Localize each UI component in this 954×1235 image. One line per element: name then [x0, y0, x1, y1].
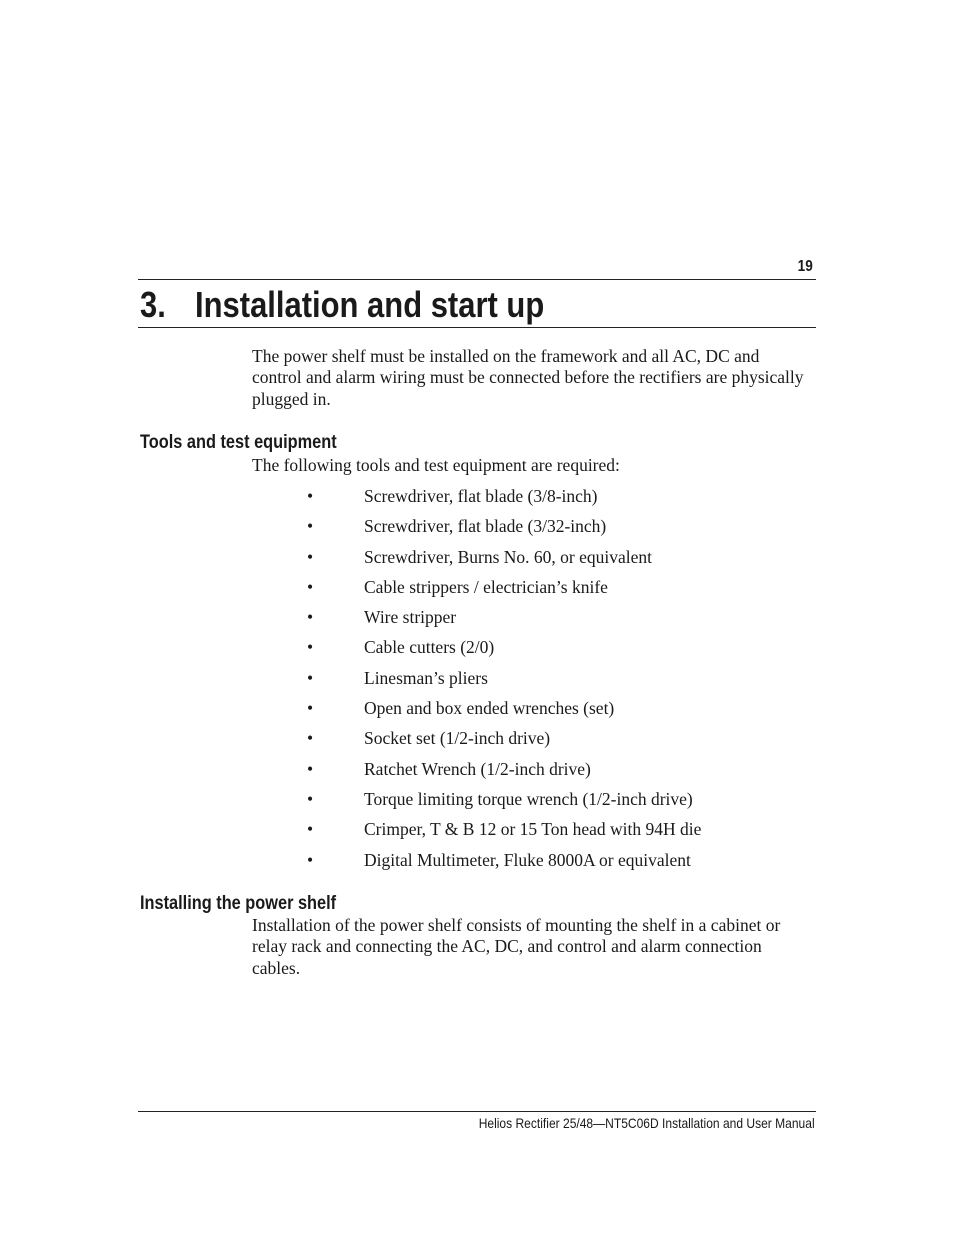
bullet: • [307, 637, 314, 658]
bullet: • [307, 849, 314, 870]
list-item-text: Open and box ended wrenches (set) [364, 698, 615, 719]
list-item-text: Screwdriver, Burns No. 60, or equivalent [364, 546, 652, 567]
bullet: • [307, 728, 314, 749]
list-item-text: Screwdriver, flat blade (3/32-inch) [364, 516, 607, 537]
tools-lead-paragraph: The following tools and test equipment are required: [252, 455, 620, 475]
bullet: • [307, 788, 314, 809]
page-number: 19 [797, 258, 813, 275]
bullet: • [307, 758, 314, 779]
bullet: • [307, 819, 314, 840]
bullet: • [307, 576, 314, 597]
bullet: • [307, 486, 314, 506]
bullet: • [307, 546, 314, 567]
footer-rule [138, 1111, 816, 1112]
install-paragraph: Installation of the power shelf consists of mounting the shelf in a cabinet or relay rack and connecting the AC, DC, and control and alarm connection cables. [252, 915, 781, 978]
footer-text: Helios Rectifier 25/48—NT5C06D Installation and User Manual [479, 1115, 815, 1131]
tools-heading: Tools and test equipment [140, 432, 337, 453]
chapter-title-text: Installation and start up [195, 284, 545, 325]
list-item-text: Digital Multimeter, Fluke 8000A or equivalent [364, 849, 691, 870]
list-item-text: Ratchet Wrench (1/2-inch drive) [364, 758, 591, 779]
install-heading: Installing the power shelf [140, 893, 337, 914]
list-item-text: Torque limiting torque wrench (1/2-inch drive) [364, 788, 693, 809]
list-item-text: Socket set (1/2-inch drive) [364, 728, 551, 749]
chapter-title [140, 284, 544, 326]
list-item-text: Screwdriver, flat blade (3/8-inch) [364, 486, 598, 506]
bullet: • [307, 667, 314, 688]
header-rule [138, 279, 816, 280]
title-rule [138, 327, 816, 328]
list-item-text: Crimper, T & B 12 or 15 Ton head with 94H die [364, 819, 702, 840]
list-item-text: Wire stripper [364, 607, 457, 628]
chapter-number: 3. [140, 284, 166, 325]
bullet: • [307, 516, 314, 537]
bullet: • [307, 698, 314, 719]
bullet: • [307, 607, 314, 628]
list-item-text: Cable strippers / electrician’s knife [364, 576, 608, 597]
intro-paragraph: The power shelf must be installed on the framework and all AC, DC and control and alarm wiring must be connected before the rectifiers are physically plugged in. [252, 346, 804, 409]
list-item-text: Cable cutters (2/0) [364, 637, 495, 658]
list-item-text: Linesman’s pliers [364, 667, 488, 688]
